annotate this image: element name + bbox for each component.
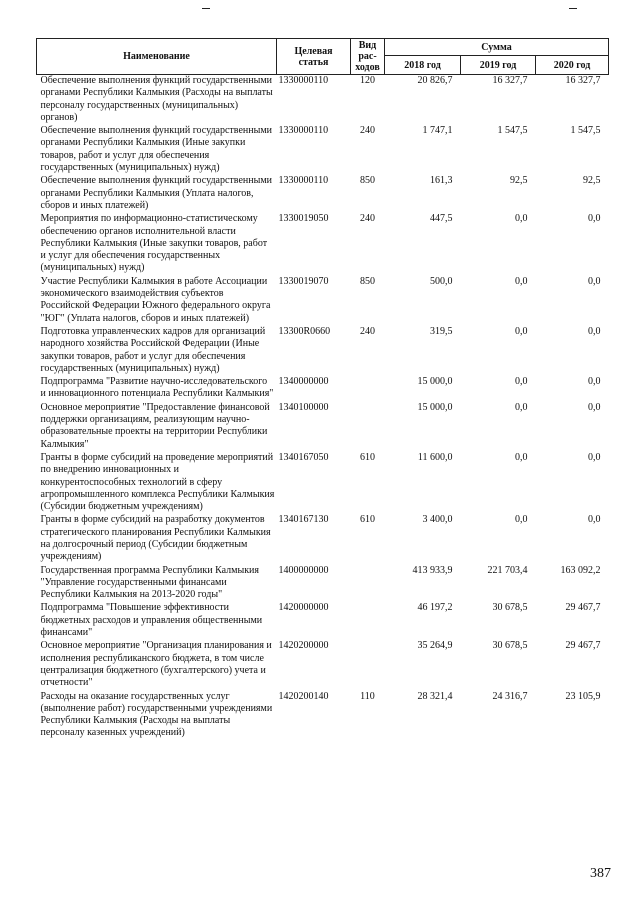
row-value-2019: 0,0 <box>515 451 528 463</box>
row-value-2020: 23 105,9 <box>565 690 601 702</box>
row-expense-type: 850 <box>360 275 375 287</box>
table-row <box>37 175 609 213</box>
row-name: Обеспечение выполнения функций государственными органами Республики Калмыкия (Расходы на выплаты персоналу государственных (муниципальных) органов) <box>40 75 273 123</box>
row-name: Обеспечение выполнения функций государственными органами Республики Калмыкия (Уплата налогов, сборов и иных платежей) <box>40 175 273 211</box>
header-year-2019: 2019 год <box>461 56 536 75</box>
header-mark-left <box>202 8 210 9</box>
row-target-article: 1340100000 <box>278 401 329 413</box>
row-value-2020: 0,0 <box>588 275 601 287</box>
row-value-2020: 0,0 <box>588 376 601 388</box>
row-expense-type: 240 <box>360 325 375 337</box>
row-expense-type: 110 <box>360 690 375 702</box>
row-expense-type <box>351 565 385 603</box>
row-value-2019: 16 327,7 <box>492 75 528 86</box>
row-value-2020: 0,0 <box>588 213 601 225</box>
row-value-2019: 0,0 <box>515 376 528 388</box>
table-row <box>37 75 609 126</box>
header-mark-right <box>569 8 577 9</box>
row-expense-type <box>351 402 385 452</box>
row-target-article: 1420200000 <box>278 640 329 652</box>
row-value-2019: 221 703,4 <box>487 564 528 576</box>
row-target-article: 1420000000 <box>278 602 329 614</box>
header-expense-type: Вид рас-ходов <box>351 39 385 75</box>
row-target-article: 1340000000 <box>278 376 329 388</box>
table-row <box>37 326 609 376</box>
row-expense-type <box>351 376 385 402</box>
row-value-2020: 0,0 <box>588 401 601 413</box>
row-value-2018: 15 000,0 <box>417 401 453 413</box>
table-row <box>37 640 609 690</box>
table-row <box>37 602 609 640</box>
table-row <box>37 452 609 514</box>
row-value-2020: 92,5 <box>583 175 601 187</box>
row-value-2019: 1 547,5 <box>497 125 528 137</box>
row-value-2018: 1 747,1 <box>422 125 453 137</box>
row-name: Подпрограмма "Развитие научно-исследовательского и инновационного потенциала Республики Калмыкия" <box>40 376 274 400</box>
row-value-2020: 29 467,7 <box>565 640 601 652</box>
row-expense-type: 240 <box>360 125 375 137</box>
table-row <box>37 402 609 452</box>
row-value-2018: 28 321,4 <box>417 690 453 702</box>
row-target-article: 1330000110 <box>278 175 329 187</box>
row-name: Мероприятия по информационно-статистическому обеспечению органов исполнительной власти Республики Калмыкия (Иные закупки товаров, работ и услуг для обеспечения государственных (муниципальных) нужд) <box>40 213 268 274</box>
row-name: Гранты в форме субсидий на разработку документов стратегического планирования Республики Калмыкия на долгосрочный период (Субсидии бюджетным учреждениям) <box>40 514 271 563</box>
row-target-article: 1400000000 <box>278 564 329 576</box>
row-value-2019: 92,5 <box>510 175 528 187</box>
row-value-2018: 319,5 <box>430 325 453 337</box>
row-value-2020: 1 547,5 <box>570 125 601 137</box>
table-row <box>37 565 609 603</box>
row-target-article: 1330000110 <box>278 75 329 86</box>
row-value-2019: 30 678,5 <box>492 640 528 652</box>
row-value-2020: 0,0 <box>588 451 601 463</box>
row-value-2020: 0,0 <box>588 325 601 337</box>
table-row <box>37 514 609 564</box>
row-value-2018: 3 400,0 <box>422 514 453 526</box>
row-target-article: 13300R0660 <box>278 325 331 337</box>
row-name: Основное мероприятие "Организация планирования и исполнения республиканского бюджета, в том числе централизация бюджетного (бухгалтерского) учета и отчетности" <box>40 640 272 689</box>
row-target-article: 1330019070 <box>278 275 329 287</box>
table-row <box>37 276 609 326</box>
row-value-2019: 0,0 <box>515 514 528 526</box>
header-name: Наименование <box>37 39 277 75</box>
row-expense-type: 610 <box>360 451 375 463</box>
row-value-2020: 16 327,7 <box>565 75 601 86</box>
row-expense-type: 240 <box>360 213 375 225</box>
row-value-2018: 413 933,9 <box>412 564 453 576</box>
row-value-2018: 11 600,0 <box>417 451 453 463</box>
header-sum: Сумма <box>385 39 609 56</box>
table-row <box>37 691 609 741</box>
row-name: Обеспечение выполнения функций государственными органами Республики Калмыкия (Иные закупки товаров, работ и услуг для обеспечения государственных (муниципальных) нужд) <box>40 125 273 174</box>
row-value-2018: 161,3 <box>430 175 453 187</box>
row-value-2019: 0,0 <box>515 401 528 413</box>
row-name: Гранты в форме субсидий на проведение мероприятий по внедрению инновационных и конкурентоспособных технологий в сферу агропромышленного комплекса Республики Калмыкия (Субсидии бюджетным учреждениям) <box>40 451 275 513</box>
row-name: Основное мероприятие "Предоставление финансовой поддержки организациям, реализующим научно-образовательные проекты на территории Республики Калмыкия" <box>40 401 270 450</box>
row-value-2018: 447,5 <box>430 213 453 225</box>
row-name: Расходы на оказание государственных услуг (выполнение работ) государственными учреждениями Республики Калмыкия (Расходы на выплаты персоналу казенных учреждений) <box>40 690 273 739</box>
row-value-2018: 46 197,2 <box>417 602 453 614</box>
row-value-2020: 29 467,7 <box>565 602 601 614</box>
page-number: 387 <box>590 866 611 881</box>
row-value-2019: 24 316,7 <box>492 690 528 702</box>
row-name: Подготовка управленческих кадров для организаций народного хозяйства Российской Федерации (Иные закупки товаров, работ и услуг для обеспечения государственных (муниципальных) нужд) <box>40 325 266 374</box>
row-value-2018: 500,0 <box>430 275 453 287</box>
row-target-article: 1330019050 <box>278 213 329 225</box>
row-name: Подпрограмма "Повышение эффективности бюджетных расходов и управления общественными финансами" <box>40 602 263 639</box>
row-expense-type <box>351 640 385 690</box>
table-row <box>37 213 609 275</box>
header-year-2020: 2020 год <box>536 56 609 75</box>
row-name: Участие Республики Калмыкия в работе Ассоциации экономического взаимодействия субъектов Российской Федерации Южного федерального округа "ЮГ" (Уплата налогов, сборов и иных платежей) <box>40 275 271 324</box>
row-value-2019: 0,0 <box>515 213 528 225</box>
row-expense-type: 850 <box>360 175 375 187</box>
row-value-2019: 0,0 <box>515 325 528 337</box>
row-value-2020: 0,0 <box>588 514 601 526</box>
row-target-article: 1330000110 <box>278 125 329 137</box>
row-target-article: 1340167050 <box>278 451 329 463</box>
row-name: Государственная программа Республики Калмыкия "Управление государственными финансами Республики Калмыкия на 2013-2020 годы" <box>40 564 260 601</box>
header-target-article: Целевая статья <box>277 39 351 75</box>
row-value-2020: 163 092,2 <box>560 564 601 576</box>
table-row <box>37 376 609 402</box>
row-target-article: 1340167130 <box>278 514 329 526</box>
row-value-2018: 35 264,9 <box>417 640 453 652</box>
row-value-2019: 30 678,5 <box>492 602 528 614</box>
row-value-2019: 0,0 <box>515 275 528 287</box>
table-row <box>37 125 609 175</box>
row-expense-type <box>351 602 385 640</box>
row-target-article: 1420200140 <box>278 690 329 702</box>
row-value-2018: 15 000,0 <box>417 376 453 388</box>
header-year-2018: 2018 год <box>385 56 461 75</box>
budget-table <box>36 38 609 741</box>
row-expense-type: 120 <box>360 75 375 86</box>
row-expense-type: 610 <box>360 514 375 526</box>
row-value-2018: 20 826,7 <box>417 75 453 86</box>
